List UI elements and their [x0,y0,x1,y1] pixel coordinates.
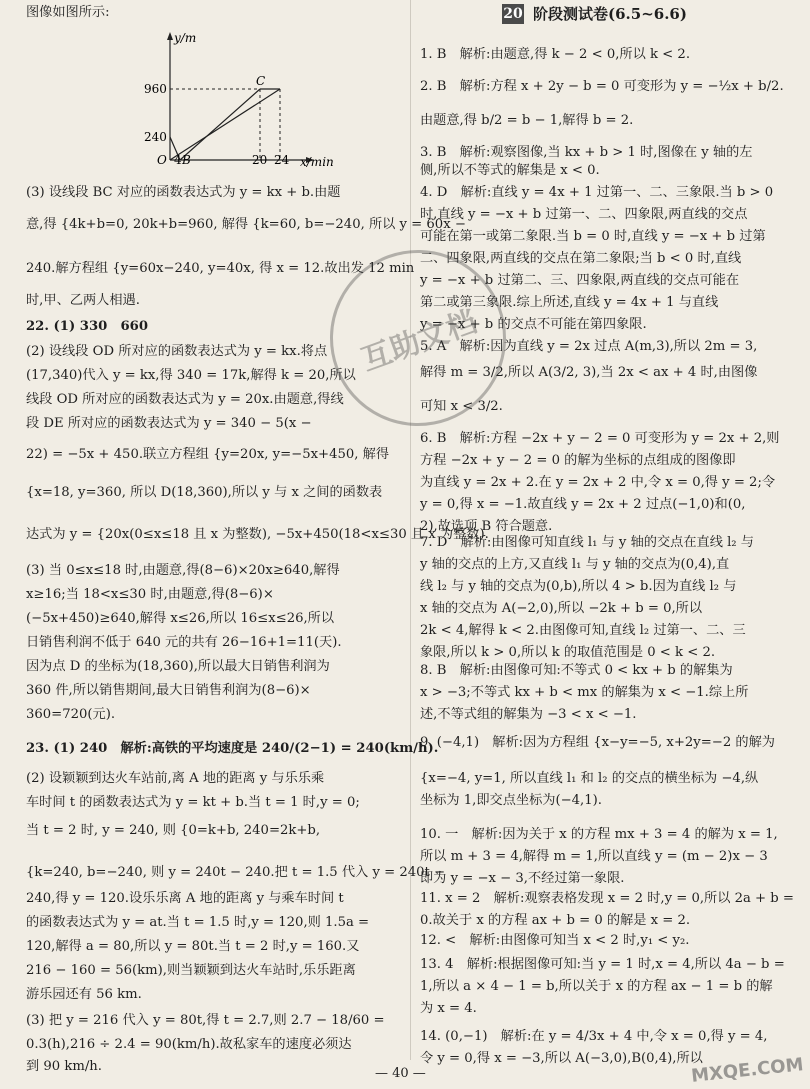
right-line: 第二或第三象限.综上所述,直线 y = 4x + 1 与直线 [420,295,719,310]
right-line: 1. B 解析:由题意,得 k − 2 < 0,所以 k < 2. [420,47,691,62]
left-line: x≥16;当 18<x≤30 时,由题意,得(8−6)× [26,587,274,602]
line-bc [180,89,260,160]
right-line: 所以 m + 3 = 4,解得 m = 1,所以直线 y = (m − 2)x − 3 [420,849,768,864]
right-line: {x=−4, y=1, 所以直线 l₁ 和 l₂ 的交点的横坐标为 −4,纵 [420,771,759,786]
left-line: 线段 OD 所对应的函数表达式为 y = 20x.由题意,得线 [26,392,344,407]
right-line: 13. 4 解析:根据图像可知:当 y = 1 时,x = 4,所以 4a − b = [420,957,785,972]
right-line: 坐标为 1,即交点坐标为(−4,1). [420,793,602,808]
section-title: 阶段测试卷(6.5~6.6) [533,5,687,23]
right-line: y = −x + b 的交点不可能在第四象限. [420,317,647,332]
tick-240: 240 [144,130,167,144]
left-line: (2) 设线段 OD 所对应的函数表达式为 y = kx.将点 [26,344,328,359]
right-line: 由题意,得 b/2 = b − 1,解得 b = 2. [420,113,634,128]
right-line: 方程 −2x + y − 2 = 0 的解为坐标的点组成的图像即 [420,453,736,468]
left-line: 360=720(元). [26,707,116,722]
right-line: 侧,所以不等式的解集是 x < 0. [420,163,600,178]
right-line: 可能在第一或第二象限.当 b = 0 时,直线 y = −x + b 过第 [420,229,766,244]
left-line: {x=18, y=360, 所以 D(18,360),所以 y 与 x 之间的函数表 [26,485,383,500]
left-line: 段 DE 所对应的函数表达式为 y = 340 − 5(x − [26,416,312,431]
x-label: x/min [300,155,334,169]
right-line: y 轴的交点的上方,又直线 l₁ 与 y 轴的交点为(0,4),直 [420,557,730,572]
left-line: 意,得 {4k+b=0, 20k+b=960, 解得 {k=60, b=−240, 所以 y = 60x − [26,217,466,232]
right-line: 线 l₂ 与 y 轴的交点为(0,b),所以 4 > b.因为直线 l₂ 与 [420,579,737,594]
left-line: (3) 把 y = 216 代入 y = 80t,得 t = 2.7,则 2.7 − 18/60 = [26,1013,385,1028]
right-line: 令 y = 0,得 x = −3,所以 A(−3,0),B(0,4),所以 [420,1051,703,1066]
left-line: 23. (1) 240 解析:高铁的平均速度是 240/(2−1) = 240(km/h). [26,741,439,756]
tick-4: 4 [174,153,182,167]
right-line: 7. D 解析:由图像可知直线 l₁ 与 y 轴的交点在直线 l₂ 与 [420,535,754,550]
right-line: 4. D 解析:直线 y = 4x + 1 过第一、二、三象限.当 b > 0 [420,185,774,200]
right-line: 10. 一 解析:因为关于 x 的方程 mx + 3 = 4 的解为 x = 1, [420,827,778,842]
right-line: 象限,所以 k > 0,所以 k 的取值范围是 0 < k < 2. [420,645,716,660]
right-line: 可知 x < 3/2. [420,399,503,414]
watermark-site: MXQE.COM [690,1054,805,1087]
left-line: 到 90 km/h. [26,1059,102,1074]
right-line: 9. (−4,1) 解析:因为方程组 {x−y=−5, x+2y=−2 的解为 [420,735,775,750]
right-line: 二、四象限,两直线的交点在第二象限;当 b < 0 时,直线 [420,251,742,266]
left-line: 的函数表达式为 y = at.当 t = 1.5 时,y = 120,则 1.5a = [26,915,370,930]
left-line: 120,解得 a = 80,所以 y = 80t.当 t = 2 时,y = 160.又 [26,939,360,954]
right-line: 12. < 解析:由图像可知当 x < 2 时,y₁ < y₂. [420,933,690,948]
right-line: 0.故关于 x 的方程 ax + b = 0 的解是 x = 2. [420,913,691,928]
section-number: 20 [503,6,523,22]
right-line: 为 x = 4. [420,1001,477,1016]
left-line: (−5x+450)≥640,解得 x≤26,所以 16≤x≤26,所以 [26,611,335,626]
right-line: 1,所以 a × 4 − 1 = b,所以关于 x 的方程 ax − 1 = b 的解 [420,979,773,994]
right-line: 为直线 y = 2x + 2.在 y = 2x + 2 中,令 x = 0,得 y = 2;令 [420,475,776,490]
right-line: y = 0,得 x = −1.故直线 y = 2x + 2 过点(−1,0)和(0, [420,497,746,512]
y-label: y/m [174,31,197,45]
left-line: 216 − 160 = 56(km),则当颖颖到达火车站时,乐乐距离 [26,963,356,978]
left-line: (2) 设颖颖到达火车站前,离 A 地的距离 y 与乐乐乘 [26,771,325,786]
right-line: 11. x = 2 解析:观察表格发现 x = 2 时,y = 0,所以 2a + b = [420,891,794,906]
left-line: 22) = −5x + 450.联立方程组 {y=20x, y=−5x+450, 解得 [26,447,390,462]
left-line: 360 件,所以销售期间,最大日销售利润为(8−6)× [26,683,311,698]
tick-960: 960 [144,82,167,96]
left-line: 240.解方程组 {y=60x−240, y=40x, 得 x = 12.故出发 12 min [26,261,415,276]
left-line: 时,甲、乙两人相遇. [26,293,140,308]
left-line: 当 t = 2 时, y = 240, 则 {0=k+b, 240=2k+b, [26,823,321,838]
left-line: 日销售利润不低于 640 元的共有 26−16+1=11(天). [26,635,342,650]
right-line: y = −x + b 过第二、三、四象限,两直线的交点可能在 [420,273,740,288]
distance-time-graph [144,30,338,170]
left-line: 图像如图所示: [26,5,110,20]
right-line: 2k < 4,解得 k < 2.由图像可知,直线 l₂ 过第一、二、三 [420,623,746,638]
watermark-stamp: 互助文档 [305,225,531,451]
left-line: 22. (1) 330 660 [26,319,149,334]
left-line: (3) 设线段 BC 对应的函数表达式为 y = kx + b.由题 [26,185,341,200]
right-line: 5. A 解析:因为直线 y = 2x 过点 A(m,3),所以 2m = 3, [420,339,758,354]
y-axis-arrow [167,32,173,40]
left-line: 240,得 y = 120.设乐乐离 A 地的距离 y 与乘车时间 t [26,891,344,906]
right-line: 解得 m = 3/2,所以 A(3/2, 3),当 2x < ax + 4 时,由图像 [420,365,758,380]
right-line: 6. B 解析:方程 −2x + y − 2 = 0 可变形为 y = 2x + 2,则 [420,431,780,446]
right-line: 2),故选项 B 符合题意. [420,519,553,534]
left-line: 0.3(h),216 ÷ 2.4 = 90(km/h).故私家车的速度必须达 [26,1037,352,1052]
left-line: (3) 当 0≤x≤18 时,由题意,得(8−6)×20x≥640,解得 [26,563,340,578]
left-line: 车时间 t 的函数表达式为 y = kt + b.当 t = 1 时,y = 0; [26,795,360,810]
right-line: 时,直线 y = −x + b 过第一、二、四象限,两直线的交点 [420,207,748,222]
right-line: 14. (0,−1) 解析:在 y = 4/3x + 4 中,令 x = 0,得 y = 4, [420,1029,768,1044]
right-line: x > −3;不等式 kx + b < mx 的解集为 x < −1.综上所 [420,685,749,700]
left-line: 因为点 D 的坐标为(18,360),所以最大日销售利润为 [26,659,330,674]
right-line: 即为 y = −x − 3,不经过第一象限. [420,871,625,886]
right-line: 2. B 解析:方程 x + 2y − b = 0 可变形为 y = −½x + b/2. [420,79,784,94]
origin-label: O [157,153,167,167]
tick-20: 20 [252,153,268,167]
right-line: 3. B 解析:观察图像,当 kx + b > 1 时,图像在 y 轴的左 [420,145,753,160]
left-line: 达式为 y = {20x(0≤x≤18 且 x 为整数), −5x+450(18<x≤30 且 x 为整数). [26,527,489,542]
left-line: (17,340)代入 y = kx,得 340 = 17k,解得 k = 20,所以 [26,368,356,383]
right-line: x 轴的交点为 A(−2,0),所以 −2k + b = 0,所以 [420,601,703,616]
page-number: — 40 — [375,1066,426,1081]
right-line: 8. B 解析:由图像可知:不等式 0 < kx + b 的解集为 [420,663,733,678]
right-line: 述,不等式组的解集为 −3 < x < −1. [420,707,637,722]
left-line: 游乐园还有 56 km. [26,987,142,1002]
line-oc [170,89,280,160]
tick-24: 24 [274,153,290,167]
point-b: B [182,153,191,167]
left-line: {k=240, b=−240, 则 y = 240t − 240.把 t = 1.5 代入 y = 240t − [26,865,446,880]
point-c: C [256,74,266,88]
